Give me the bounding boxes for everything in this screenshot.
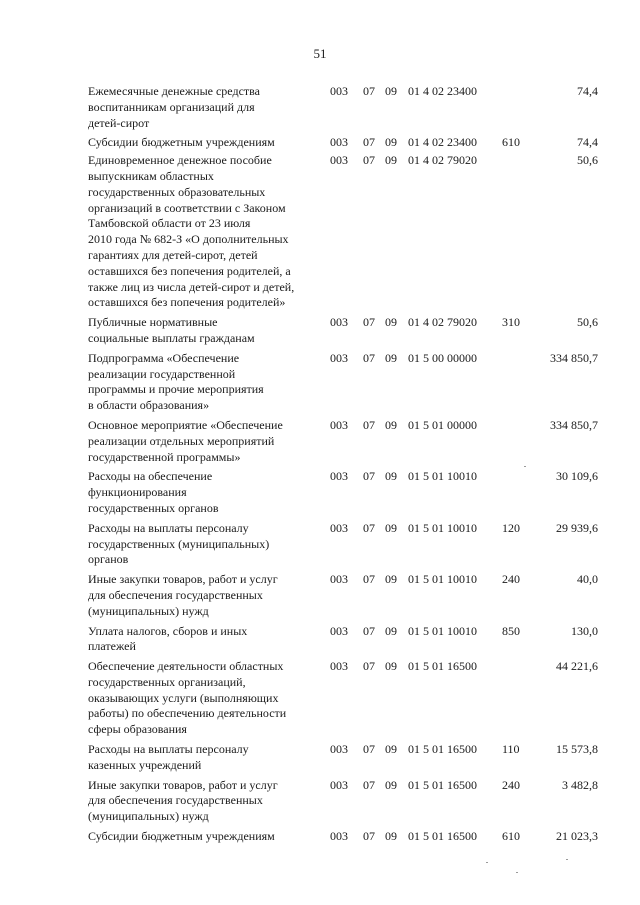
expense-type-code: 110 xyxy=(502,742,520,757)
row-sum: 3 482,8 xyxy=(562,777,598,792)
ministry-code: 003 xyxy=(330,777,348,792)
target-article-code: 01 4 02 79020 xyxy=(408,153,477,168)
row-sum: 74,4 xyxy=(577,135,598,150)
expense-type-code: 310 xyxy=(502,315,520,330)
subsection-code: 09 xyxy=(385,623,397,638)
section-code: 07 xyxy=(363,135,375,150)
subsection-code: 09 xyxy=(385,153,397,168)
expense-type-code: 850 xyxy=(502,623,520,638)
target-article-code: 01 4 02 23400 xyxy=(408,135,477,150)
row-sum: 334 850,7 xyxy=(550,350,598,365)
section-code: 07 xyxy=(363,829,375,844)
page-number: 51 xyxy=(313,46,327,61)
target-article-code: 01 5 01 16500 xyxy=(408,777,477,792)
section-code: 07 xyxy=(363,777,375,792)
target-article-code: 01 5 01 10010 xyxy=(408,469,477,484)
expense-type-code: 610 xyxy=(502,135,520,150)
budget-table xyxy=(88,84,608,845)
section-code: 07 xyxy=(363,469,375,484)
target-article-code: 01 4 02 23400 xyxy=(408,84,477,98)
row-sum: 334 850,7 xyxy=(550,417,598,432)
ministry-code: 003 xyxy=(330,153,348,168)
table-row xyxy=(88,315,608,347)
ministry-code: 003 xyxy=(330,135,348,150)
ministry-code: 003 xyxy=(330,520,348,535)
expense-type-code: 120 xyxy=(502,520,520,535)
ministry-code: 003 xyxy=(330,742,348,757)
section-code: 07 xyxy=(363,315,375,330)
target-article-code: 01 5 00 00000 xyxy=(408,350,477,365)
table-row xyxy=(88,829,608,845)
row-sum: 130,0 xyxy=(571,623,598,638)
section-code: 07 xyxy=(363,350,375,365)
section-code: 07 xyxy=(363,572,375,587)
row-name: Расходы на выплаты персоналу государственных (муниципальных) органов xyxy=(88,520,270,567)
target-article-code: 01 5 01 00000 xyxy=(408,417,477,432)
section-code: 07 xyxy=(363,84,375,98)
subsection-code: 09 xyxy=(385,742,397,757)
section-code: 07 xyxy=(363,742,375,757)
scan-speck xyxy=(566,859,568,860)
row-name: Иные закупки товаров, работ и услуг для обеспечения государственных (муниципальных) нужд xyxy=(88,777,278,824)
target-article-code: 01 4 02 79020 xyxy=(408,315,477,330)
ministry-code: 003 xyxy=(330,623,348,638)
subsection-code: 09 xyxy=(385,829,397,844)
row-name: Публичные нормативные социальные выплаты гражданам xyxy=(88,315,255,345)
row-name: Обеспечение деятельности областных государственных организаций, оказывающих услуги (выполняющих работы) по обеспечению деятельности сферы образования xyxy=(88,659,287,737)
ministry-code: 003 xyxy=(330,350,348,365)
target-article-code: 01 5 01 10010 xyxy=(408,572,477,587)
subsection-code: 09 xyxy=(385,520,397,535)
row-sum: 30 109,6 xyxy=(556,469,598,484)
table-row xyxy=(88,624,608,656)
ministry-code: 003 xyxy=(330,829,348,844)
expense-type-code: 240 xyxy=(502,777,520,792)
table-row xyxy=(88,469,608,516)
ministry-code: 003 xyxy=(330,315,348,330)
section-code: 07 xyxy=(363,417,375,432)
row-name: Субсидии бюджетным учреждениям xyxy=(88,135,275,150)
scan-speck xyxy=(516,872,518,873)
table-row xyxy=(88,418,608,465)
row-sum: 15 573,8 xyxy=(556,742,598,757)
row-sum: 50,6 xyxy=(577,315,598,330)
row-sum: 40,0 xyxy=(577,572,598,587)
subsection-code: 09 xyxy=(385,350,397,365)
table-row xyxy=(88,521,608,568)
table-row xyxy=(88,351,608,414)
subsection-code: 09 xyxy=(385,777,397,792)
table-row xyxy=(88,153,608,311)
row-sum: 50,6 xyxy=(577,153,598,168)
ministry-code: 003 xyxy=(330,417,348,432)
section-code: 07 xyxy=(363,153,375,168)
target-article-code: 01 5 01 10010 xyxy=(408,623,477,638)
row-name: Единовременное денежное пособие выпускникам областных государственных образовательных организаций в соответствии с Законом Тамбовской области от 23 июля 2010 года № 682-З «О дополнительных гарантиях для детей-сирот, детей оставшихся без попечения родителей, а также лиц из числа детей-сирот и детей, оставшихся без попечения родителей» xyxy=(88,153,295,310)
row-name: Иные закупки товаров, работ и услуг для обеспечения государственных (муниципальных) нужд xyxy=(88,572,278,618)
target-article-code: 01 5 01 16500 xyxy=(408,659,477,674)
scan-speck xyxy=(486,862,488,863)
row-sum: 74,4 xyxy=(577,84,598,98)
row-name: Расходы на обеспечение функционирования государственных органов xyxy=(88,469,219,515)
table-row xyxy=(88,659,608,738)
ministry-code: 003 xyxy=(330,469,348,484)
row-name: Подпрограмма «Обеспечение реализации государственной программы и прочие мероприятия в области образования» xyxy=(88,350,264,413)
row-name: Ежемесячные денежные средства воспитанникам организаций для детей-сирот xyxy=(88,84,260,130)
row-name: Субсидии бюджетным учреждениям xyxy=(88,829,275,844)
ministry-code: 003 xyxy=(330,572,348,587)
table-row xyxy=(88,572,608,619)
table-row xyxy=(88,84,608,131)
row-sum: 44 221,6 xyxy=(556,659,598,674)
section-code: 07 xyxy=(363,520,375,535)
expense-type-code: 610 xyxy=(502,829,520,844)
subsection-code: 09 xyxy=(385,135,397,150)
table-row xyxy=(88,778,608,825)
row-sum: 29 939,6 xyxy=(556,520,598,535)
subsection-code: 09 xyxy=(385,659,397,674)
section-code: 07 xyxy=(363,659,375,674)
target-article-code: 01 5 01 16500 xyxy=(408,829,477,844)
subsection-code: 09 xyxy=(385,469,397,484)
row-name: Расходы на выплаты персоналу казенных учреждений xyxy=(88,742,249,772)
ministry-code: 003 xyxy=(330,659,348,674)
expense-type-code: 240 xyxy=(502,572,520,587)
subsection-code: 09 xyxy=(385,572,397,587)
scan-speck xyxy=(524,466,526,467)
row-sum: 21 023,3 xyxy=(556,829,598,844)
subsection-code: 09 xyxy=(385,417,397,432)
section-code: 07 xyxy=(363,623,375,638)
ministry-code: 003 xyxy=(330,84,348,98)
table-row xyxy=(88,742,608,774)
row-name: Основное мероприятие «Обеспечение реализации отдельных мероприятий государственной программы» xyxy=(88,417,283,464)
subsection-code: 09 xyxy=(385,84,397,98)
target-article-code: 01 5 01 16500 xyxy=(408,742,477,757)
table-row xyxy=(88,135,608,151)
subsection-code: 09 xyxy=(385,315,397,330)
row-name: Уплата налогов, сборов и иных платежей xyxy=(88,623,248,654)
target-article-code: 01 5 01 10010 xyxy=(408,520,477,535)
